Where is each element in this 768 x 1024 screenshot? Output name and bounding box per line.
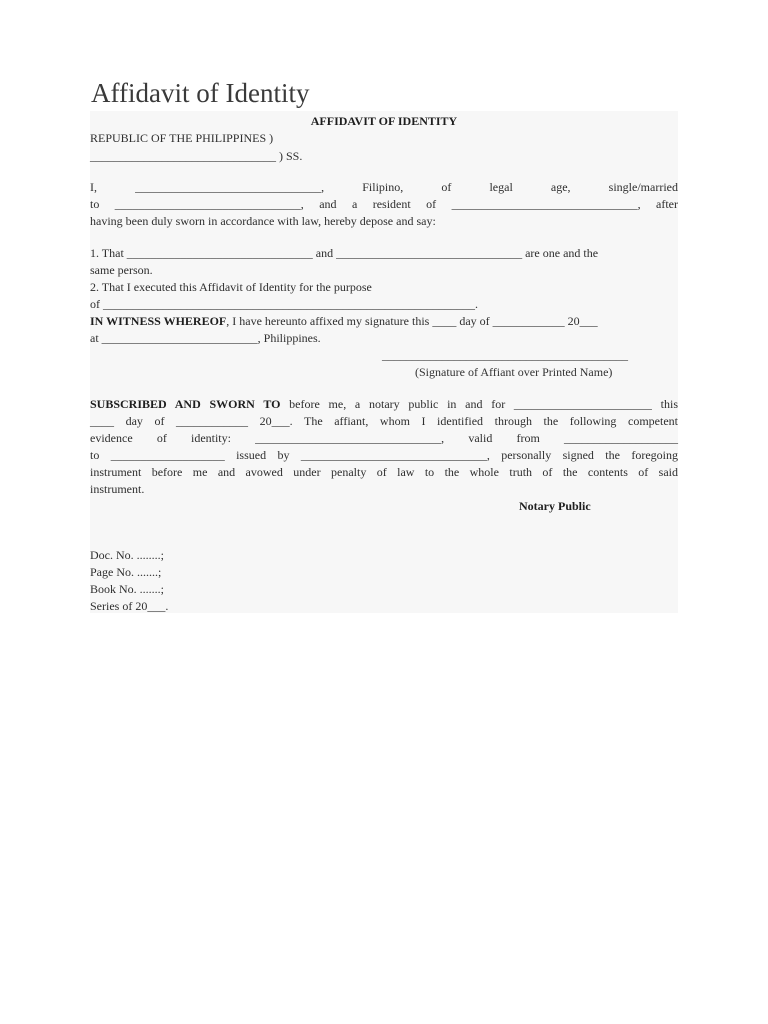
item-2-line-1: 2. That I executed this Affidavit of Identity for the purpose <box>90 280 372 294</box>
page-no: Page No. .......; <box>90 565 162 579</box>
affidavit-body <box>90 111 678 613</box>
item-1-line-2: same person. <box>90 263 153 277</box>
witness-line-2: at __________________________, Philippines. <box>90 331 321 345</box>
witness-line-1 <box>90 313 598 330</box>
notary-public-label: Notary Public <box>519 499 591 513</box>
venue-line-2: _______________________________ ) SS. <box>90 149 303 163</box>
intro-line-2: to _______________________________, and a resident of _______________________________, after <box>90 197 678 211</box>
document-title: Affidavit of Identity <box>91 78 310 108</box>
intro-line-1: I, _______________________________, Filipino, of legal age, single/married <box>90 180 678 194</box>
subscribed-heading: SUBSCRIBED AND SWORN TO <box>90 397 281 411</box>
witness-heading: IN WITNESS WHEREOF <box>90 314 227 328</box>
witness-text: , I have hereunto affixed my signature this ____ day of ____________ 20___ <box>226 314 598 328</box>
item-1-line-1: 1. That _______________________________ and _______________________________ are one and the <box>90 246 599 260</box>
item-2-line-2: of ______________________________________________________________. <box>90 297 478 311</box>
subscribed-line-5: instrument before me and avowed under penalty of law to the whole truth of the contents of said <box>90 465 678 479</box>
affidavit-heading: AFFIDAVIT OF IDENTITY <box>310 114 458 128</box>
doc-no: Doc. No. ........; <box>90 548 164 562</box>
subscribed-line-3: evidence of identity: _______________________________, valid from ___________________ <box>90 431 678 445</box>
subscribed-line-2: ____ day of ____________ 20___. The affiant, whom I identified through the following competent <box>90 414 678 428</box>
book-no: Book No. .......; <box>90 582 165 596</box>
subscribed-line-1 <box>90 396 678 413</box>
series: Series of 20___. <box>90 599 169 613</box>
signature-caption: (Signature of Affiant over Printed Name) <box>415 365 613 379</box>
subscribed-line-4: to ___________________ issued by _______________________________, personally signed the foregoing <box>90 448 678 462</box>
venue-line-1: REPUBLIC OF THE PHILIPPINES ) <box>90 131 274 145</box>
intro-line-3: having been duly sworn in accordance with law, hereby depose and say: <box>90 214 436 228</box>
signature-line: _________________________________________ <box>382 348 628 362</box>
subscribed-text: before me, a notary public in and for _______________________ this <box>280 397 678 411</box>
subscribed-line-6: instrument. <box>90 482 145 496</box>
